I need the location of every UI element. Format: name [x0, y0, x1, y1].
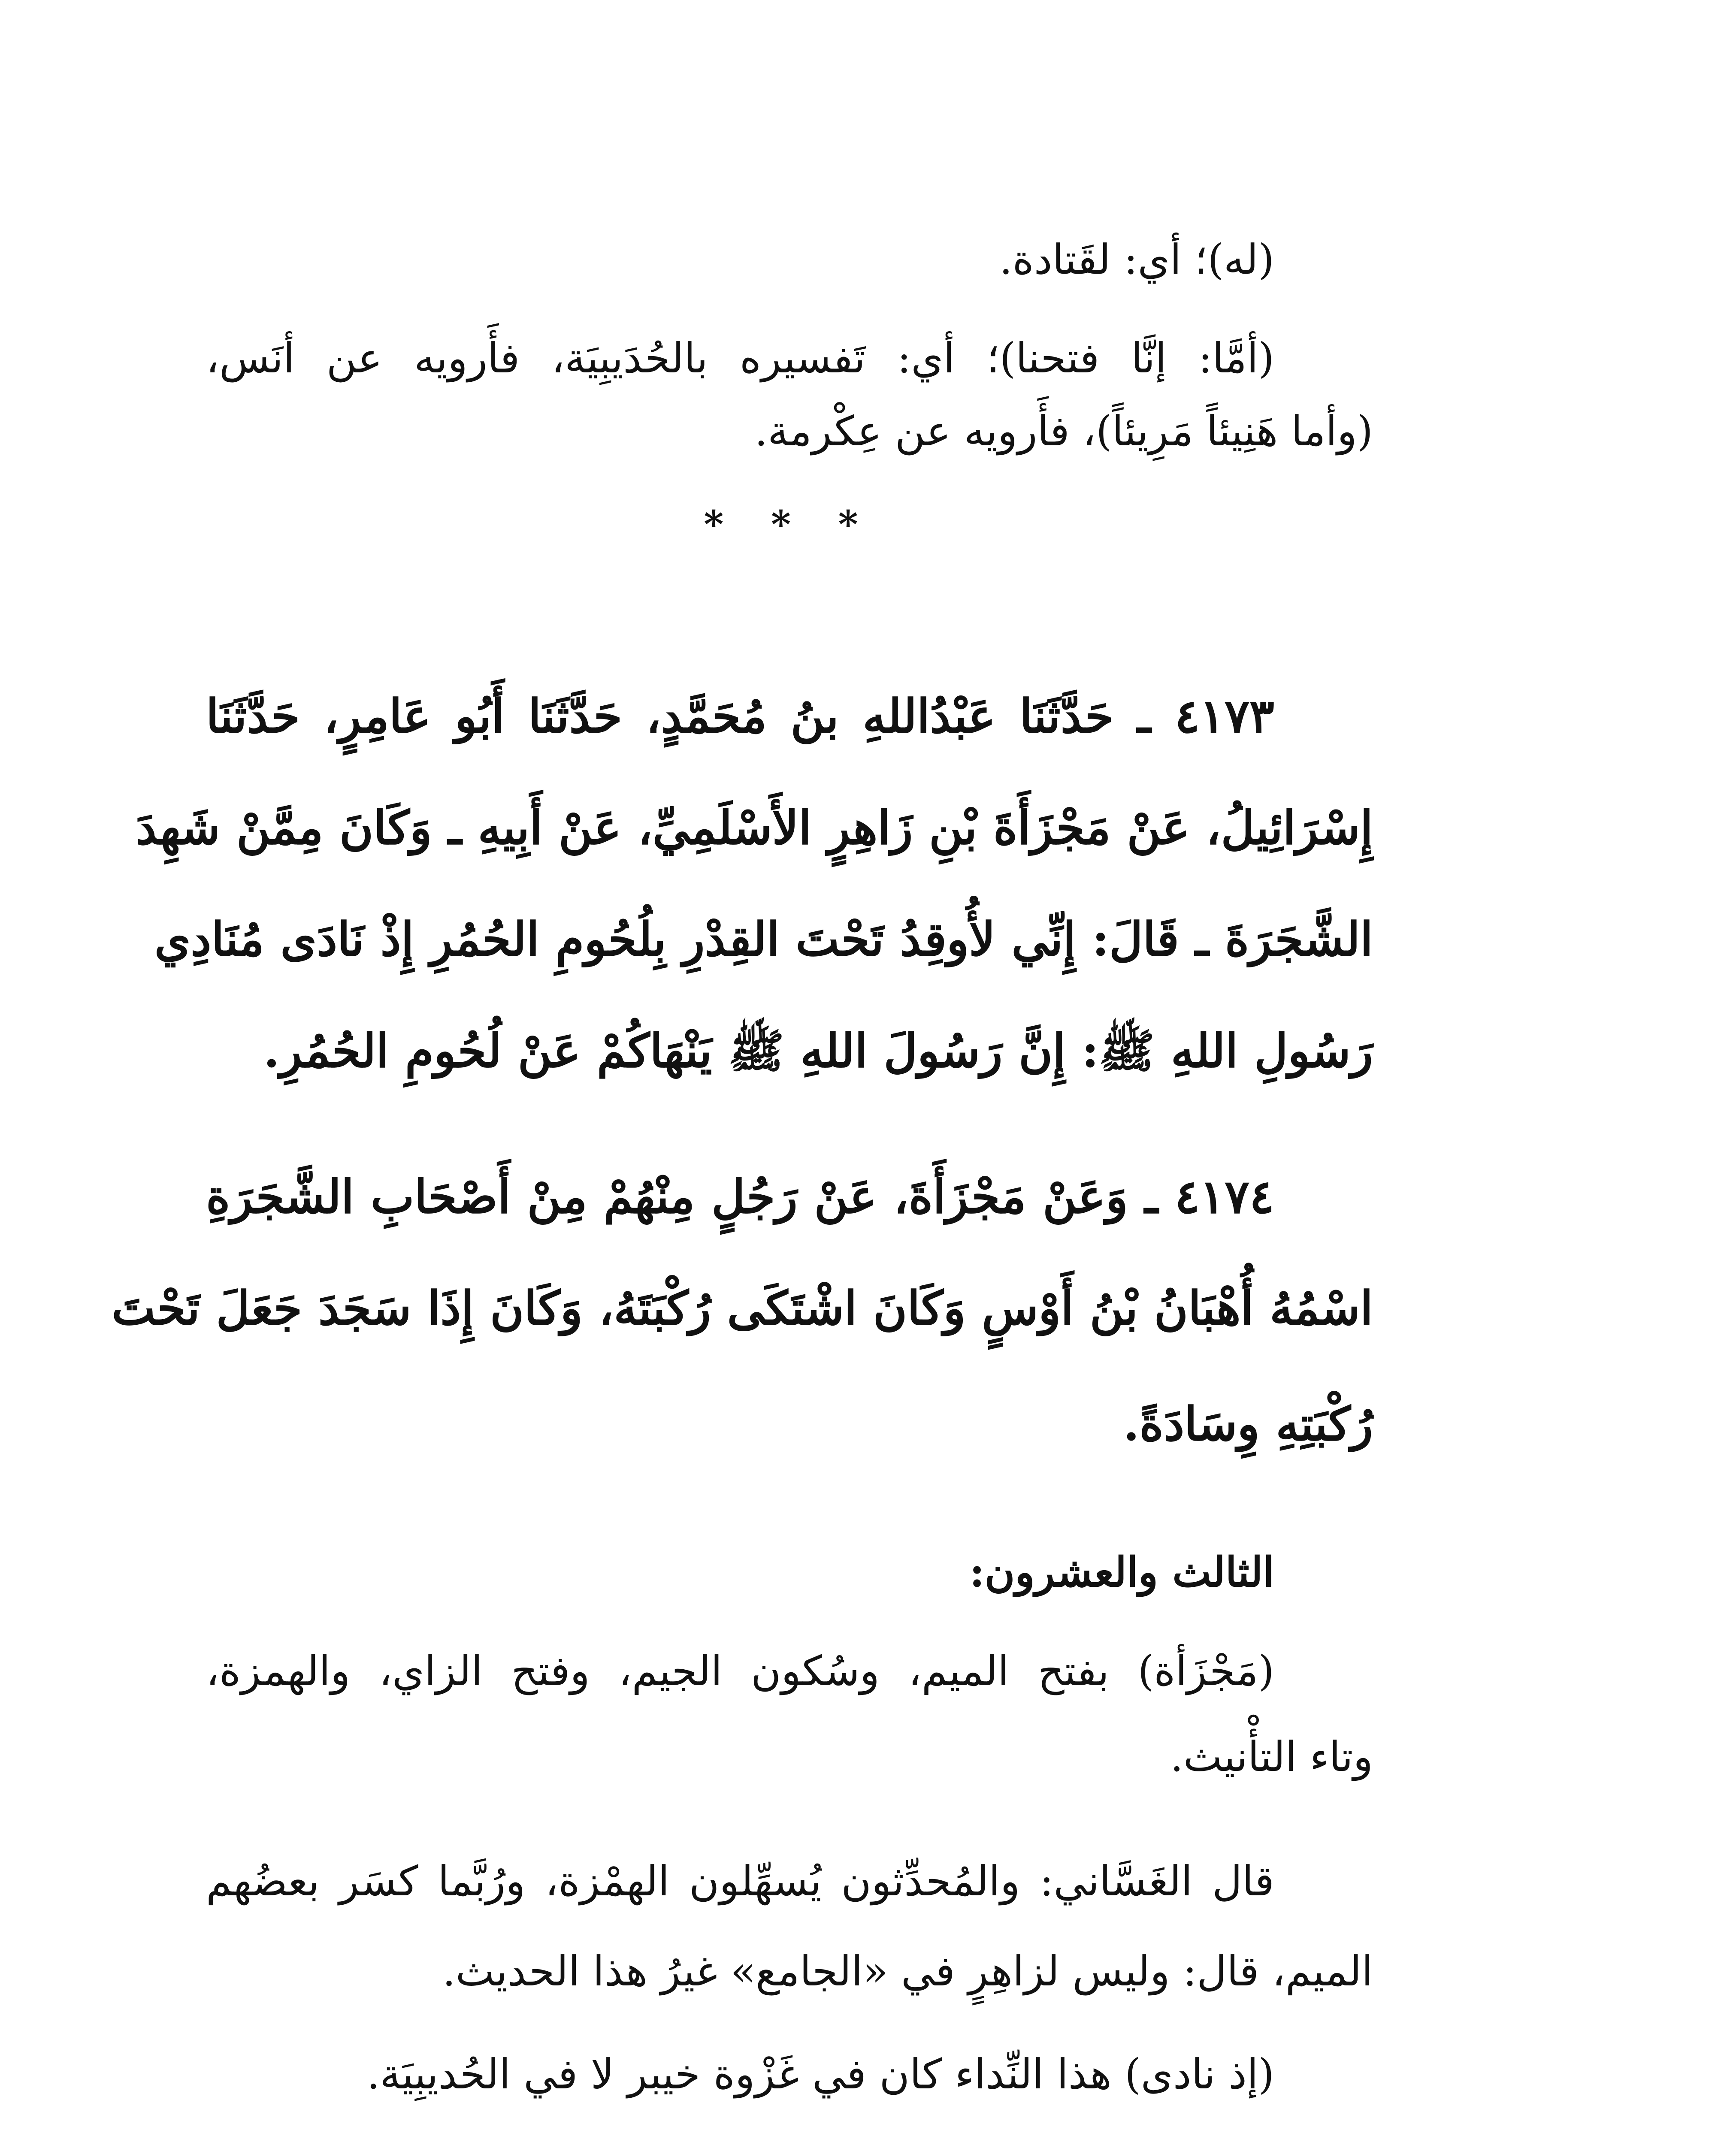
hadith-4174-line-3: رُكْبَتِهِ وِسَادَةً. [1123, 1397, 1373, 1451]
section-heading: الثالث والعشرون: [969, 1548, 1274, 1596]
commentary-line-1: (له)؛ أي: لقَتادة. [999, 236, 1274, 284]
hadith-4173-line-4: رَسُولِ اللهِ ﷺ: إِنَّ رَسُولَ اللهِ ﷺ يَنْهَاكُمْ عَنْ لُحُومِ الحُمُرِ. [263, 1024, 1373, 1078]
hadith-4173-line-2: إِسْرَائِيلُ، عَنْ مَجْزَأَةَ بْنِ زَاهِرٍ الأَسْلَمِيِّ، عَنْ أَبِيهِ ـ وَكَانَ مِمَّنْ شَهِدَ [136, 801, 1373, 855]
hadith-4174-line-1: ٤١٧٤ ـ وَعَنْ مَجْزَأَةَ، عَنْ رَجُلٍ مِنْهُمْ مِنْ أَصْحَابِ الشَّجَرَةِ [206, 1170, 1274, 1224]
document-page [112, 202, 1373, 2145]
commentary-line-3: (وأما هَنِيئاً مَرِيئاً)، فأَرويه عن عِكْرمة. [754, 407, 1373, 455]
commentary-line-5: وتاء التأْنيث. [1170, 1733, 1373, 1781]
commentary-line-4: (مَجْزَأة) بفتح الميم، وسُكون الجيم، وفتح الزاي، والهمزة، [206, 1647, 1274, 1695]
commentary-line-6: قال الغَسَّاني: والمُحدِّثون يُسهِّلون الهمْزة، ورُبَّما كسَر بعضُهم [206, 1857, 1274, 1905]
hadith-4173-line-3: الشَّجَرَةَ ـ قَالَ: إِنِّي لأُوقِدُ تَحْتَ القِدْرِ بِلُحُومِ الحُمُرِ إِذْ نَادَى مُنَادِي [154, 912, 1373, 967]
hadith-4174-line-2: اسْمُهُ أُهْبَانُ بْنُ أَوْسٍ وَكَانَ اشْتَكَى رُكْبَتَهُ، وَكَانَ إِذَا سَجَدَ جَعَلَ تَحْتَ [112, 1281, 1373, 1335]
commentary-line-2: (أمَّا: إنَّا فتحنا)؛ أي: تَفسيره بالحُدَيبِيَة، فأَرويه عن أنَس، [206, 334, 1274, 382]
hadith-4173-line-1: ٤١٧٣ ـ حَدَّثَنَا عَبْدُاللهِ بنُ مُحَمَّدٍ، حَدَّثَنَا أَبُو عَامِرٍ، حَدَّثَنَا [206, 689, 1274, 743]
section-separator-stars: * * * [704, 502, 875, 547]
commentary-line-8: (إذ نادى) هذا النِّداء كان في غَزْوة خيبر لا في الحُديبِيَة. [366, 2050, 1274, 2098]
commentary-line-7: الميم، قال: وليس لزاهِرٍ في «الجامع» غيرُ هذا الحديث. [442, 1947, 1373, 1995]
